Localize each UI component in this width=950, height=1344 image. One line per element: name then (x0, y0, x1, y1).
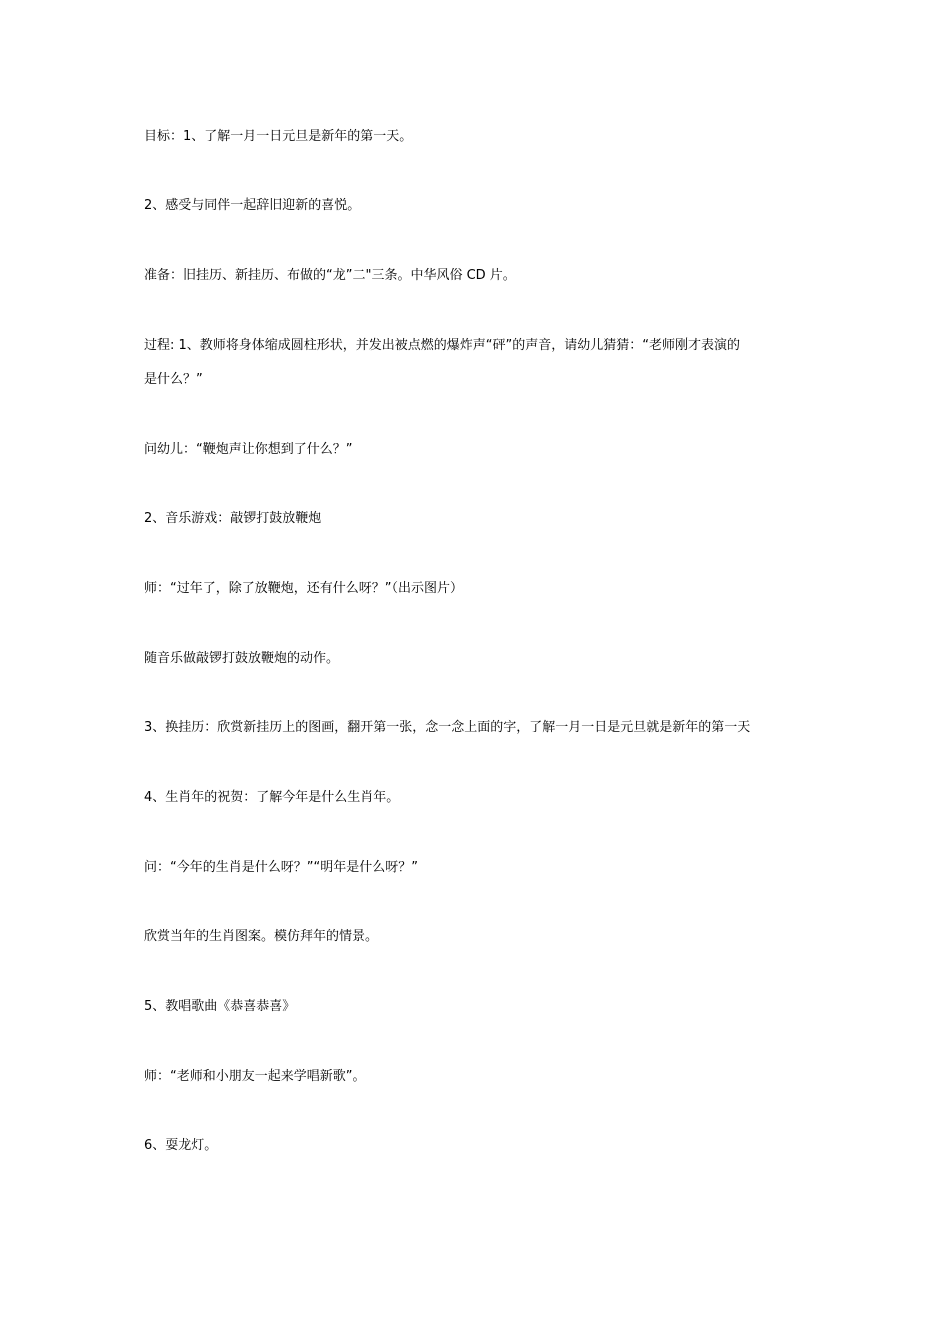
process-step-6: 6、耍龙灯。 (144, 1138, 218, 1153)
teacher-line-2: 师：“老师和小朋友一起来学唱新歌”。 (144, 1069, 366, 1084)
question-line: 问幼儿：“鞭炮声让你想到了什么？” (144, 442, 353, 457)
teacher-line-1: 师：“过年了，除了放鞭炮，还有什么呀？”（出示图片） (144, 581, 463, 596)
preparation-line: 准备：旧挂历、新挂历、布做的“龙”二"三条。中华风俗 CD 片。 (144, 268, 516, 283)
process-step-3: 3、换挂历：欣赏新挂历上的图画，翻开第一张，念一念上面的字，了解一月一日是元旦就是新年的第一天 (144, 720, 751, 735)
process-step-5: 5、教唱歌曲《恭喜恭喜》 (144, 999, 296, 1014)
process-step-2: 2、音乐游戏：敲锣打鼓放鞭炮 (144, 511, 322, 526)
process-step-4: 4、生肖年的祝贺：了解今年是什么生肖年。 (144, 790, 400, 805)
zodiac-appreciation-line: 欣赏当年的生肖图案。模仿拜年的情景。 (144, 929, 379, 944)
process-step-1: 过程: 1、教师将身体缩成圆柱形状，并发出被点燃的爆炸声“砰”的声音，请幼儿猜猜：“老师刚才表演的 (144, 338, 740, 353)
goal-line-2: 2、感受与同伴一起辞旧迎新的喜悦。 (144, 198, 361, 213)
action-line: 随音乐做敲锣打鼓放鞭炮的动作。 (144, 651, 340, 666)
goal-line-1: 目标：1、了解一月一日元旦是新年的第一天。 (144, 129, 413, 144)
zodiac-question-line: 问：“今年的生肖是什么呀？”“明年是什么呀？” (144, 860, 418, 875)
process-step-1-continued: 是什么？” (144, 372, 203, 387)
